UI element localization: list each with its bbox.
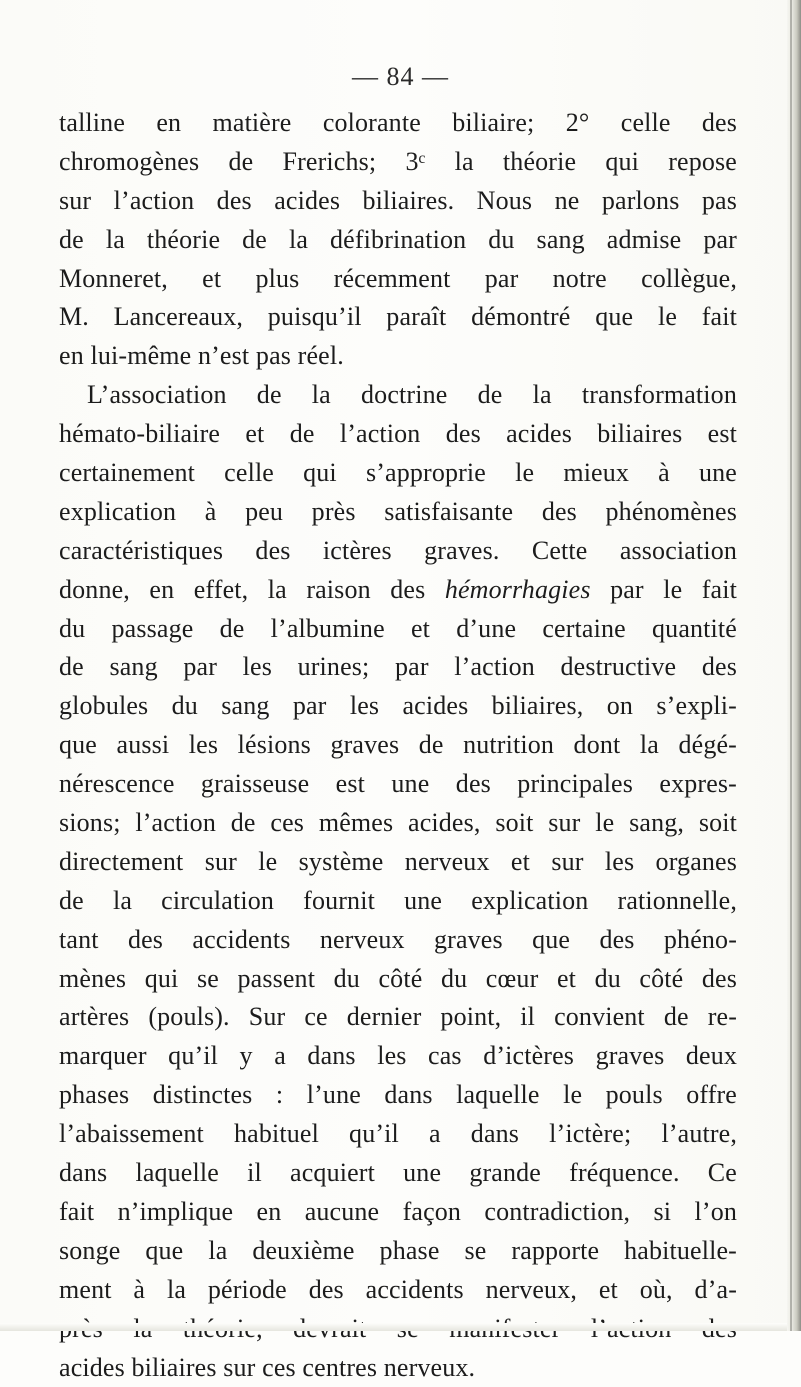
page-number: — 84 — — [0, 62, 801, 92]
text-line: artères (pouls). Sur ce dernier point, il convient de re- — [59, 998, 737, 1037]
body-text — [59, 104, 737, 1387]
text-line: chromogènes de Frerichs; 3ᶜ la théorie qui repose — [59, 143, 737, 182]
text-line: L’association de la doctrine de la transformation — [59, 376, 737, 415]
book-gutter-line — [790, 0, 792, 1331]
text-line: hémato-biliaire et de l’action des acides biliaires est — [59, 415, 737, 454]
text-line: dans laquelle il acquiert une grande fréquence. Ce — [59, 1154, 737, 1193]
text-line: acides biliaires sur ces centres nerveux. — [59, 1349, 737, 1387]
italic-term: hémorrhagies — [445, 575, 591, 604]
text-line: sur l’action des acides biliaires. Nous ne parlons pas — [59, 182, 737, 221]
text-line: phases distinctes : l’une dans laquelle le pouls offre — [59, 1076, 737, 1115]
text-line: mènes qui se passent du côté du cœur et du côté des — [59, 960, 737, 999]
text-line: Monneret, et plus récemment par notre collègue, — [59, 260, 737, 299]
text-line: ment à la période des accidents nerveux, et où, d’a- — [59, 1271, 737, 1310]
text-line: l’abaissement habituel qu’il a dans l’ictère; l’autre, — [59, 1115, 737, 1154]
text-line: marquer qu’il y a dans les cas d’ictères graves deux — [59, 1037, 737, 1076]
text-line-with-italic — [59, 571, 737, 610]
text-line: nérescence graisseuse est une des principales expres- — [59, 765, 737, 804]
text-line: en lui-même n’est pas réel. — [59, 337, 737, 376]
text-line: de sang par les urines; par l’action destructive des — [59, 648, 737, 687]
page-bottom-edge — [0, 1323, 787, 1331]
text-line: du passage de l’albumine et d’une certaine quantité — [59, 610, 737, 649]
text-line: globules du sang par les acides biliaires, on s’expli- — [59, 687, 737, 726]
text-segment: par le fait — [591, 575, 737, 604]
text-line: talline en matière colorante biliaire; 2° celle des — [59, 104, 737, 143]
text-line: caractéristiques des ictères graves. Cette association — [59, 532, 737, 571]
text-line: certainement celle qui s’approprie le mieux à une — [59, 454, 737, 493]
text-line: directement sur le système nerveux et sur les organes — [59, 843, 737, 882]
text-line: que aussi les lésions graves de nutrition dont la dégé- — [59, 726, 737, 765]
text-line: de la circulation fournit une explication rationnelle, — [59, 882, 737, 921]
text-line: fait n’implique en aucune façon contradiction, si l’on — [59, 1193, 737, 1232]
text-line: tant des accidents nerveux graves que des phéno- — [59, 921, 737, 960]
text-line: de la théorie de la défibrination du sang admise par — [59, 221, 737, 260]
text-line: sions; l’action de ces mêmes acides, soit sur le sang, soit — [59, 804, 737, 843]
text-line: M. Lancereaux, puisqu’il paraît démontré que le fait — [59, 298, 737, 337]
text-segment: donne, en effet, la raison des — [59, 575, 445, 604]
text-line: explication à peu près satisfaisante des phénomènes — [59, 493, 737, 532]
text-line: songe que la deuxième phase se rapporte habituelle- — [59, 1232, 737, 1271]
